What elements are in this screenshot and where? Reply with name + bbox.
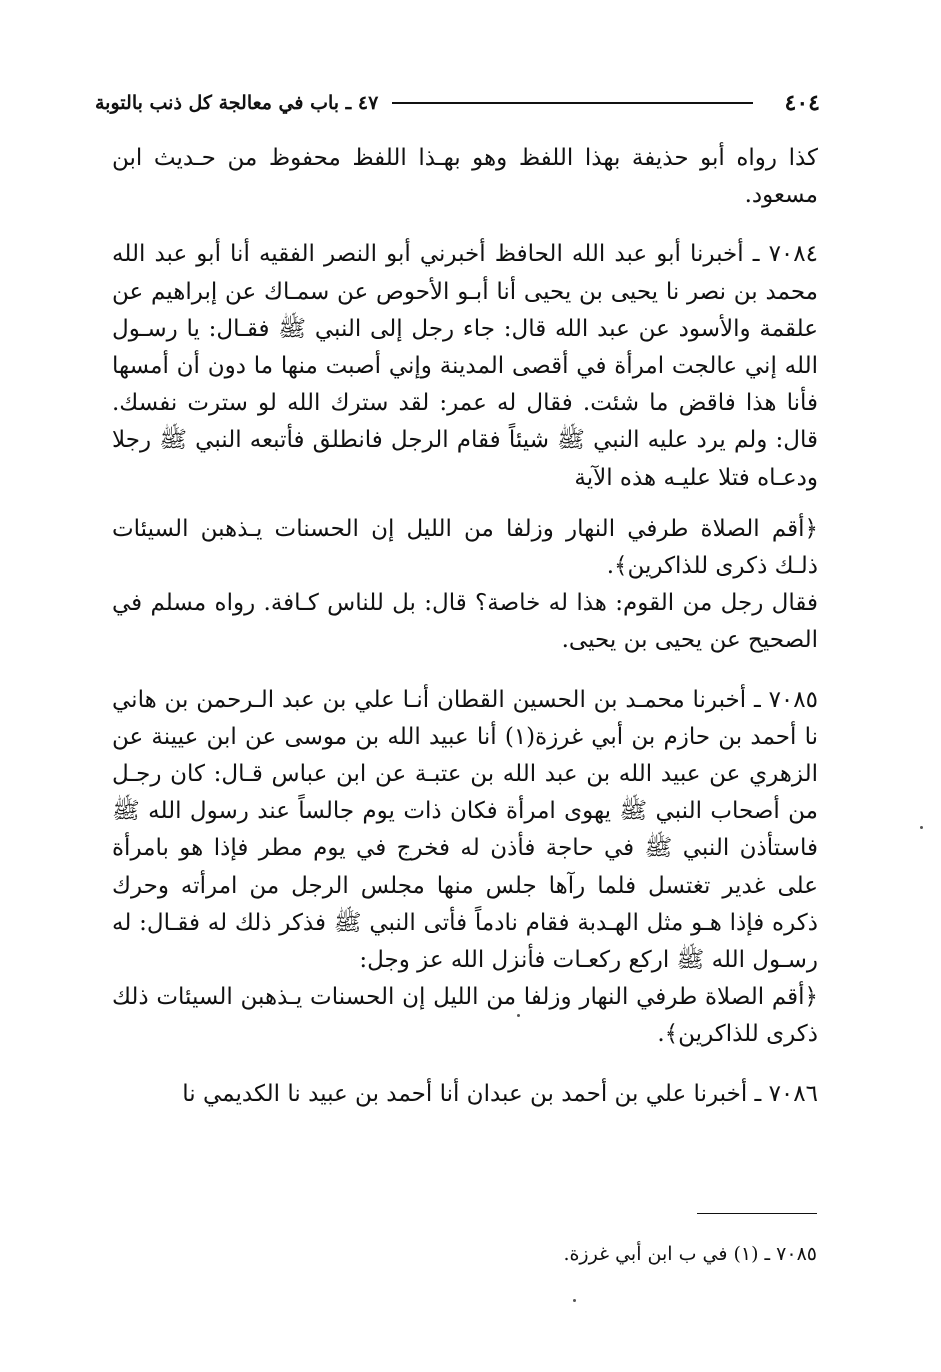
quran-verse: ﴿أقم الصلاة طرفي النهار وزلفا من الليل إن الحسنات يـذهبن السيئات ذلـك ذكرى للذاكرين﴾. xyxy=(112,515,818,580)
paragraph-7084-conclusion: فقال رجل من القوم: هذا له خاصة؟ قال: بل للناس كـافة. رواه مسلم في الصحيح عن يحيى بن يحيى. xyxy=(112,590,818,654)
footnote: ٧٠٨٥ ـ (١) في ب ابن أبي غرزة. xyxy=(563,1243,817,1265)
chapter-title: ٤٧ ـ باب في معالجة كل ذنب بالتوبة xyxy=(95,92,379,114)
running-header xyxy=(95,88,820,118)
print-speck xyxy=(920,826,923,829)
main-text xyxy=(112,140,818,1113)
hadith-7084: ٧٠٨٤ ـ أخبرنا أبو عبد الله الحافظ أخبرني أبو النصر الفقيه أنا أبو عبد الله محمد بن نصر نا يحيى بن يحيى أنا أبـو الأحوص عن سمـاك عن إبراهيم عن علقمة والأسود عن عبد الله قال: جاء رجل إلى النبي ﷺ فقـال: يا رسـول الله إني عالجت امرأة في أقصى المدينة وإني أصبت منها ما دون أن أمسها فأنا هذا فاقض ما شئت. فقال له عمر: لقد سترك الله لو سترت نفسك. قال: ولم يرد عليه النبي ﷺ شيئاً فقام الرجل فانطلق فأتبعه النبي ﷺ رجلا ودعـاه فتلا عليـه هذه الآية xyxy=(112,241,818,491)
quran-verse: ﴿أقم الصلاة طرفي النهار وزلفا من الليل إن الحسنات يـذهبن السيئات ذلك ذكرى للذاكرين﴾. xyxy=(112,984,818,1048)
footnote-rule xyxy=(697,1213,817,1214)
print-speck xyxy=(517,1014,520,1017)
hadith-7085: ٧٠٨٥ ـ أخبرنا محمـد بن الحسين القطان أنـا علي بن عبد الـرحمن بن هاني نا أحمد بن حازم بن أبي غرزة(١) أنا عبيد الله بن موسى عن ابن عيينة عن الزهري عن عبيد الله بن عبد الله بن عتبـة عن ابن عباس قـال: كان رجـل من أصحاب النبي ﷺ يهوى امرأة فكان ذات يوم جالساً عند رسول الله ﷺ فاستأذن النبي ﷺ في حاجة فأذن له فخرج في يوم مطر فإذا هو بامرأة على غدير تغتسل فلما رآها جلس منها مجلس الرجل من امرأته وحرك ذكره فإذا هـو مثل الهـدبة فقام نادماً فأتى النبي ﷺ فذكر ذلك له فقـال: له رسـول الله ﷺ اركع ركعـات فأنزل الله عز وجل: xyxy=(112,686,818,974)
print-speck xyxy=(573,1299,576,1302)
page-number: ٤٠٤ xyxy=(784,90,820,116)
hadith-7086: ٧٠٨٦ ـ أخبرنا علي بن أحمد بن عبدان أنا أحمد بن عبيد نا الكديمي نا xyxy=(182,1080,818,1107)
paragraph-continuation: كذا رواه أبو حذيفة بهذا اللفظ وهو بهـذا اللفظ محفوظ من حـديث ابن مسعود. xyxy=(112,145,818,209)
header-rule xyxy=(392,102,752,104)
